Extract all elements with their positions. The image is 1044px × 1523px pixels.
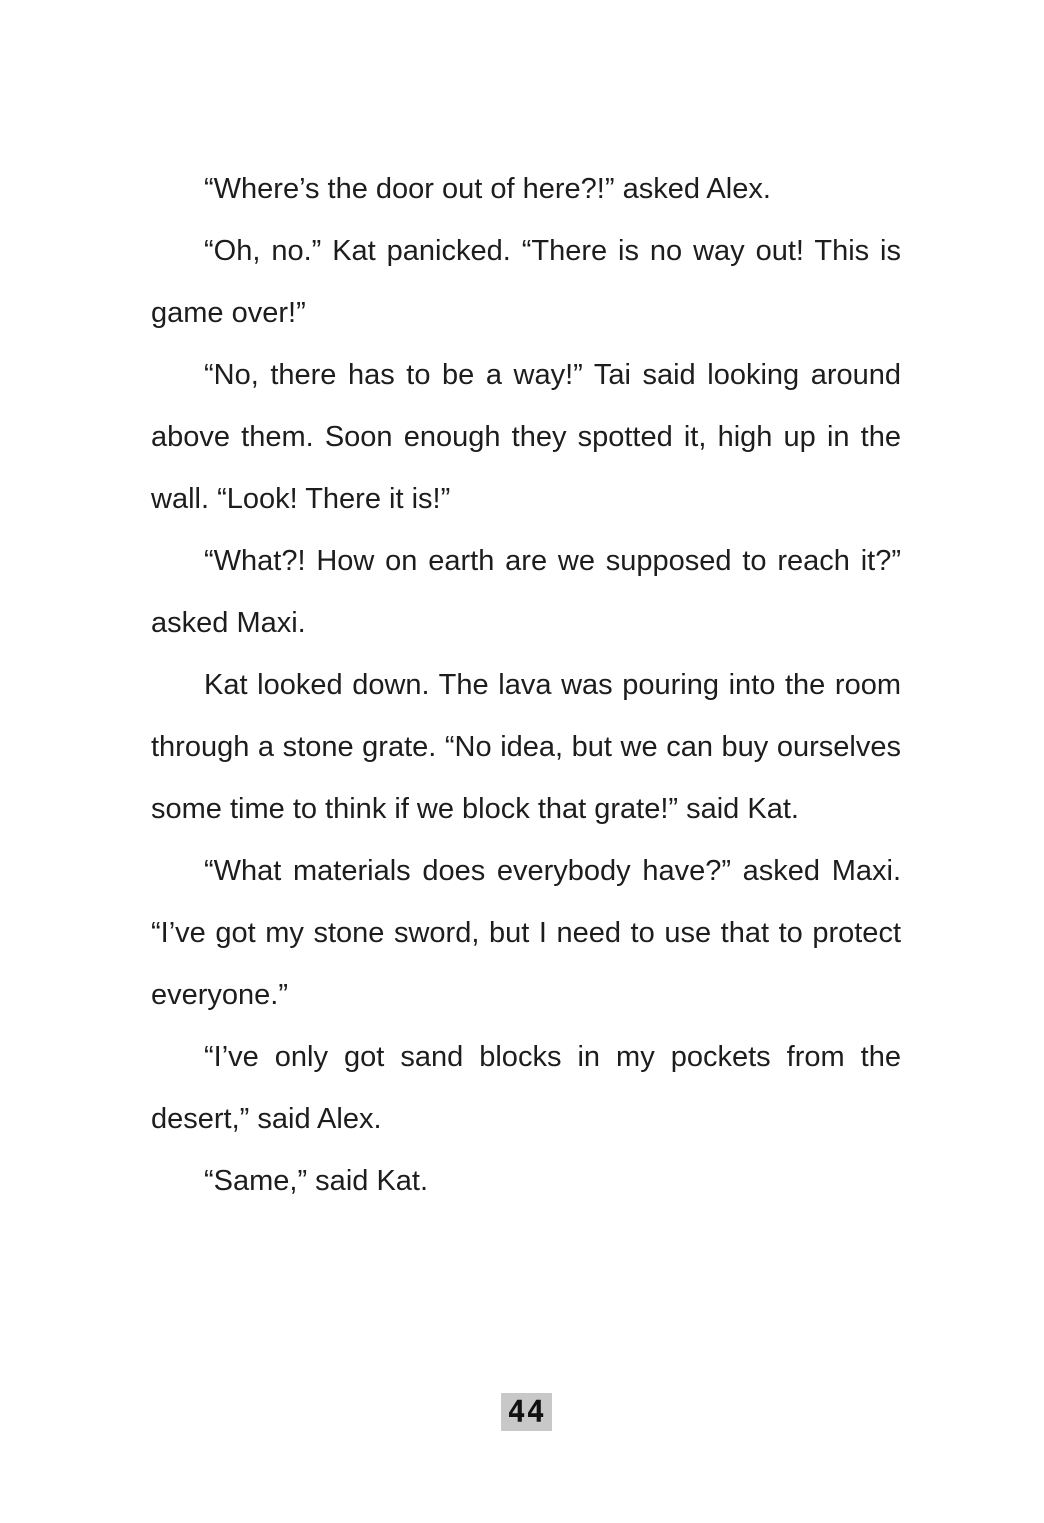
paragraph-4: “What?! How on earth are we supposed to reach it?” asked Maxi. bbox=[151, 545, 901, 639]
story-text bbox=[151, 158, 901, 1212]
paragraph-7: “I’ve only got sand blocks in my pockets from the desert,” said Alex. bbox=[151, 1041, 901, 1135]
paragraph-5: Kat looked down. The lava was pouring into the room through a stone grate. “No idea, but we can buy ourselves some time to think if we block that grate!” said Kat. bbox=[151, 669, 901, 825]
paragraph-3: “No, there has to be a way!” Tai said looking around above them. Soon enough they spotted it, high up in the wall. “Look! There it is!” bbox=[151, 359, 901, 515]
paragraph-8: “Same,” said Kat. bbox=[204, 1165, 429, 1197]
paragraph-2: “Oh, no.” Kat panicked. “There is no way out! This is game over!” bbox=[151, 235, 901, 329]
paragraph-6: “What materials does everybody have?” asked Maxi. “I’ve got my stone sword, but I need to use that to protect everyone.” bbox=[151, 855, 901, 1011]
paragraph-1: “Where’s the door out of here?!” asked Alex. bbox=[204, 173, 771, 205]
page-number: 44 bbox=[501, 1393, 552, 1431]
